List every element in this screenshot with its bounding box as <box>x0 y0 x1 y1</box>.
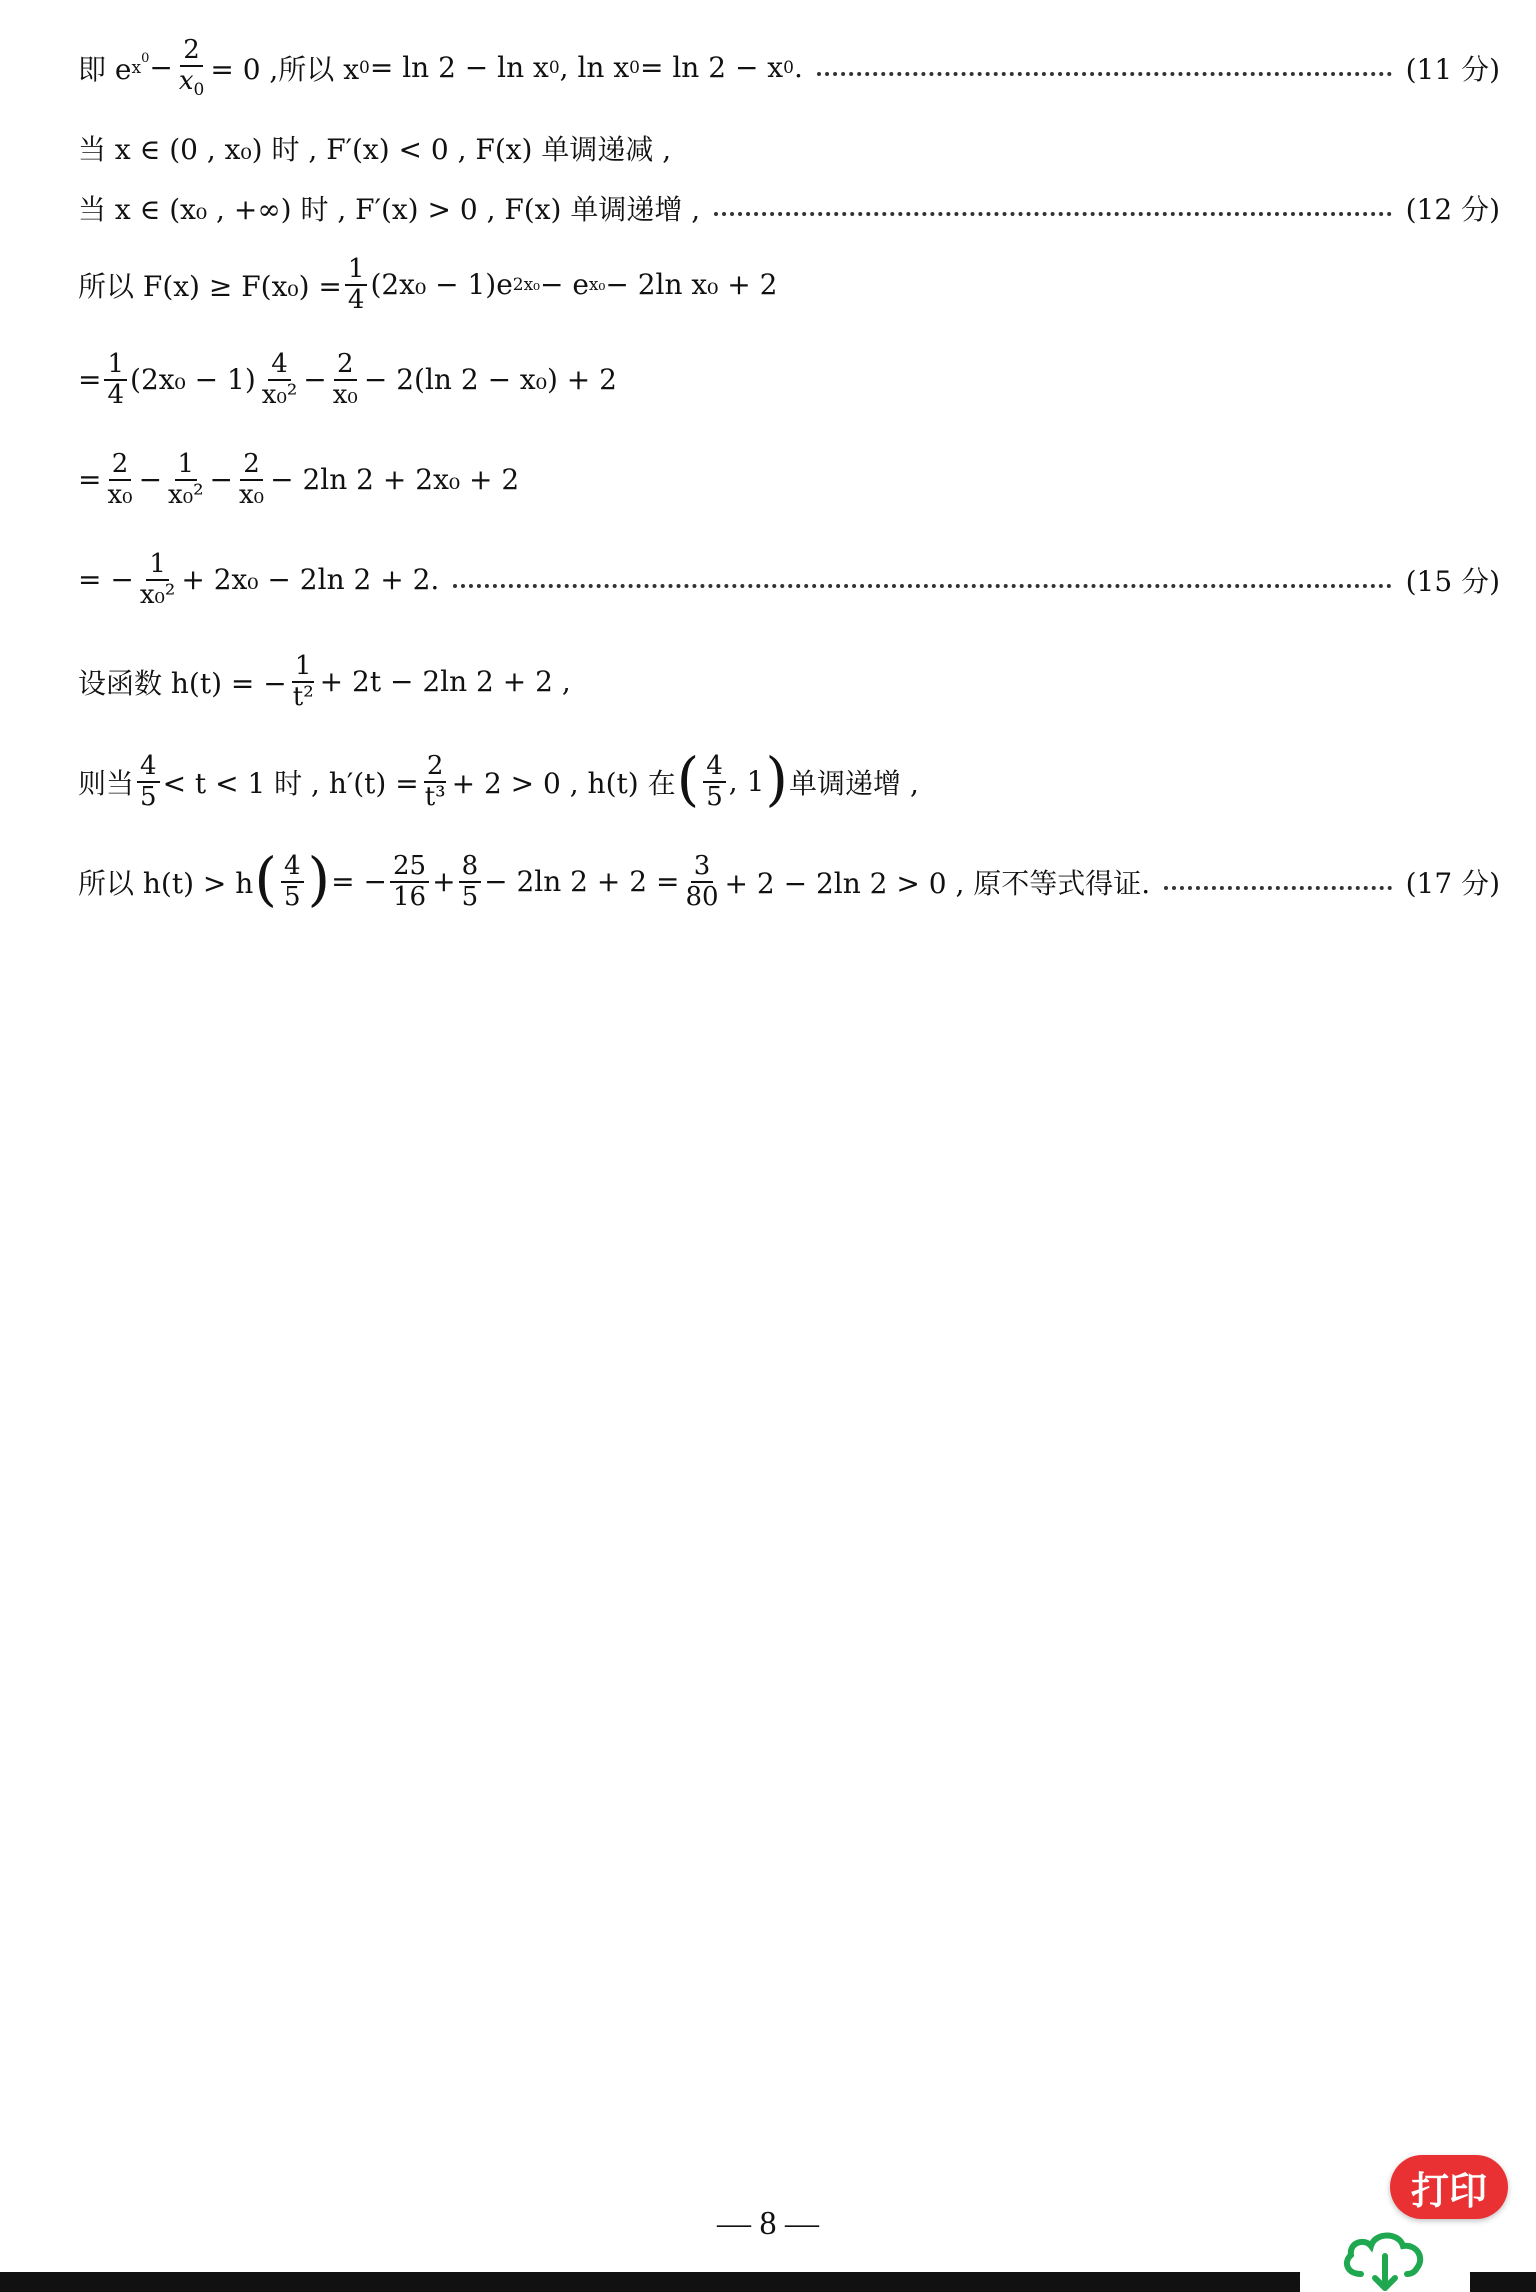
solution-line-5: = $\frac{1}{4}$ (2x₀ − 1) $\frac{4}{\text{x₀²}}$ − $\frac{2}{\text{x₀}}$ − 2(ln 2 − x₀) + 2 <box>78 349 617 410</box>
score-label: (15 分) <box>1405 564 1500 598</box>
score-label: (11 分) <box>1405 52 1500 86</box>
fraction: $\frac{4}{\text{x₀²}}$ <box>261 349 298 410</box>
fraction: $\frac{1}{4}$ <box>345 255 368 314</box>
print-button[interactable]: 打印 <box>1390 2155 1508 2219</box>
fraction: $\frac{3}{80}$ <box>685 851 719 912</box>
solution-line-6: = $\frac{2}{\text{x₀}}$ − $\frac{1}{\text{x₀²}}$ − $\frac{2}{\text{x₀}}$ − 2ln 2 + 2x₀ + 2 <box>78 449 520 510</box>
fraction: $\frac{2}{\text{x₀}}$ <box>239 449 265 510</box>
solution-line-4: 所以 F(x) ≥ F(x₀) = $\frac{1}{4}$ (2x₀ − 1)e 2x₀ − e x₀ − 2ln x₀ + 2 <box>78 254 778 315</box>
dot-leader <box>714 212 1391 216</box>
fraction: $\frac{8}{5}$ <box>459 852 482 911</box>
score-label: (12 分) <box>1405 193 1500 226</box>
solution-line-7: = − $\frac{1}{\text{x₀²}}$ + 2x₀ − 2ln 2 + 2. (15 分) <box>78 549 1500 610</box>
fraction: $\frac{1}{\text{t²}}$ <box>292 651 314 712</box>
dot-leader <box>817 72 1392 76</box>
fraction: $\frac{2}{\text{x₀}}$ <box>107 449 133 510</box>
fraction: $\frac{1}{4}$ <box>104 350 127 409</box>
fraction: $\frac{2}{\text{t³}}$ <box>424 751 446 812</box>
fraction: $\frac{4}{5}$ <box>137 752 160 811</box>
solution-line-3: 当 x ∈ (x₀ , +∞) 时 , F′(x) > 0 , F(x) 单调递增 , (12 分) <box>78 188 1500 228</box>
solution-line-8: 设函数 h(t) = − $\frac{1}{\text{t²}}$ + 2t − 2ln 2 + 2 , <box>78 651 571 712</box>
dot-leader <box>453 584 1391 588</box>
cloud-download-icon <box>1337 2222 1433 2292</box>
fraction: $\frac{1}{\text{x₀²}}$ <box>168 449 204 510</box>
solution-line-1: 即 e x $^0$ − $\frac{2}{x_0}$ = 0 ,所以 x 0 = ln 2 − ln x 0 , ln x 0 = ln 2 − x 0 . (11 分) <box>78 35 1500 100</box>
fraction: $\frac{2}{\text{x₀}}$ <box>332 349 358 410</box>
fraction: $\frac{2}{x_0}$ <box>178 35 205 100</box>
fraction: $\frac{4}{5}$ <box>281 852 304 911</box>
download-button[interactable] <box>1300 2244 1470 2292</box>
solution-line-2: 当 x ∈ (0 , x₀) 时 , F′(x) < 0 , F(x) 单调递减 , <box>78 133 672 166</box>
fraction: $\frac{1}{\text{x₀²}}$ <box>139 549 176 610</box>
dot-leader <box>1164 886 1391 890</box>
score-label: (17 分) <box>1405 866 1500 900</box>
solution-line-10: 所以 h(t) > h ( $\frac{4}{5}$ ) = − $\frac{25}{16}$ + $\frac{8}{5}$ − 2ln 2 + 2 = $\frac{3}{80}$ + 2 − 2ln 2 > 0 , 原不等式得证. (17 分) <box>78 844 1500 913</box>
fraction: $\frac{4}{5}$ <box>703 752 726 811</box>
page-number: — 8 — <box>717 2205 819 2242</box>
solution-line-9: 则当 $\frac{4}{5}$ < t < 1 时 , h′(t) = $\frac{2}{\text{t³}}$ + 2 > 0 , h(t) 在 ( $\frac{4}{5}$ , 1 ) 单调递增 , <box>78 744 919 813</box>
fraction: $\frac{25}{16}$ <box>390 852 429 911</box>
